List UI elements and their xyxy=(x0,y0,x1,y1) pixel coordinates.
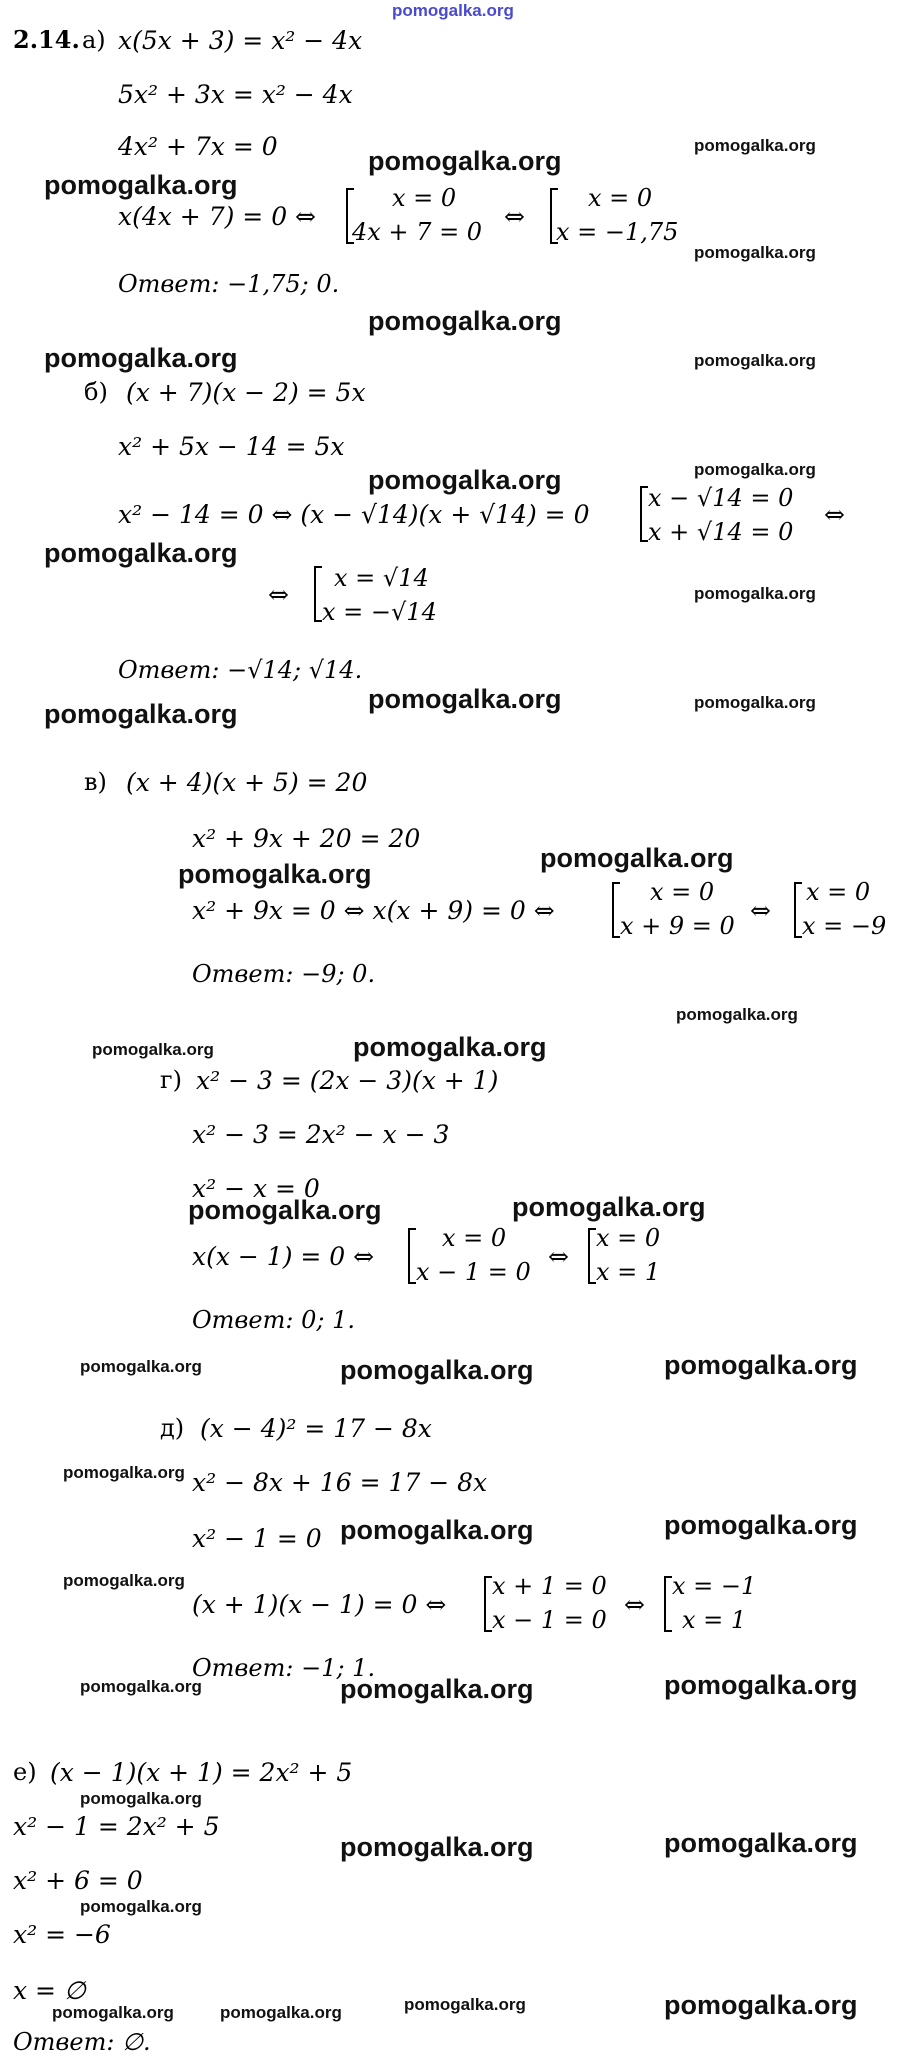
system-row: x = −√14 xyxy=(322,598,437,626)
part-a-line-2: 5x² + 3x = x² − 4x xyxy=(118,80,353,109)
part-v-line-3: x² + 9x = 0 ⇔ x(x + 9) = 0 ⇔ xyxy=(192,896,555,925)
watermark[interactable]: pomogalka.org xyxy=(368,146,562,176)
system-bracket xyxy=(484,1576,492,1632)
equivalence-symbol: ⇔ xyxy=(268,580,289,609)
system-row: x + 9 = 0 xyxy=(620,912,735,940)
watermark[interactable]: pomogalka.org xyxy=(664,1670,858,1700)
part-d-line-1: (x − 4)² = 17 − 8x xyxy=(200,1414,432,1443)
watermark[interactable]: pomogalka.org xyxy=(80,1357,202,1376)
system-row: x = 1 xyxy=(596,1258,661,1286)
part-a-line-1: x(5x + 3) = x² − 4x xyxy=(118,26,363,55)
watermark[interactable]: pomogalka.org xyxy=(44,538,238,568)
watermark[interactable]: pomogalka.org xyxy=(340,1832,534,1862)
part-g-line-2: x² − 3 = 2x² − x − 3 xyxy=(192,1120,450,1149)
system-bracket xyxy=(640,486,648,542)
system-row: x = 1 xyxy=(682,1606,747,1634)
system-row: x = 0 xyxy=(650,878,715,906)
task-number: 2.14. xyxy=(13,25,80,54)
watermark[interactable]: pomogalka.org xyxy=(353,1032,547,1062)
part-b-line-3: x² − 14 = 0 ⇔ (x − √14)(x + √14) = 0 xyxy=(118,500,590,529)
watermark[interactable]: pomogalka.org xyxy=(63,1463,185,1482)
watermark[interactable]: pomogalka.org xyxy=(694,584,816,603)
part-v-line-1: (x + 4)(x + 5) = 20 xyxy=(126,768,368,797)
system-row: x = −1 xyxy=(672,1572,757,1600)
system-row: x = 0 xyxy=(596,1224,661,1252)
system-bracket xyxy=(612,882,620,938)
system-row: x − 1 = 0 xyxy=(416,1258,531,1286)
watermark[interactable]: pomogalka.org xyxy=(694,351,816,370)
part-e-line-1: (x − 1)(x + 1) = 2x² + 5 xyxy=(50,1758,353,1787)
watermark[interactable]: pomogalka.org xyxy=(368,306,562,336)
part-v-line-2: x² + 9x + 20 = 20 xyxy=(192,824,421,853)
watermark[interactable]: pomogalka.org xyxy=(340,1515,534,1545)
watermark[interactable]: pomogalka.org xyxy=(664,1990,858,2020)
system-bracket xyxy=(588,1228,596,1284)
watermark[interactable]: pomogalka.org xyxy=(44,343,238,373)
system-bracket xyxy=(408,1228,416,1284)
part-g-label: г) xyxy=(160,1066,182,1094)
part-a-line-4: x(4x + 7) = 0 ⇔ xyxy=(118,202,316,231)
part-g-line-3: x² − x = 0 xyxy=(192,1174,320,1203)
equivalence-symbol: ⇔ xyxy=(548,1242,569,1271)
part-e-line-3: x² + 6 = 0 xyxy=(13,1866,143,1895)
system-bracket xyxy=(794,882,802,938)
watermark[interactable]: pomogalka.org xyxy=(664,1350,858,1380)
part-b-answer: Ответ: −√14; √14. xyxy=(118,656,363,684)
watermark[interactable]: pomogalka.org xyxy=(52,2003,174,2022)
part-d-line-2: x² − 8x + 16 = 17 − 8x xyxy=(192,1468,488,1497)
part-a-label: а) xyxy=(82,26,106,54)
watermark[interactable]: pomogalka.org xyxy=(188,1195,382,1225)
part-d-label: д) xyxy=(160,1414,185,1442)
system-row: x − 1 = 0 xyxy=(492,1606,607,1634)
system-row: x + 1 = 0 xyxy=(492,1572,607,1600)
watermark[interactable]: pomogalka.org xyxy=(664,1510,858,1540)
system-row: x = √14 xyxy=(334,564,429,592)
equivalence-symbol: ⇔ xyxy=(504,202,525,231)
system-row: x = 0 xyxy=(442,1224,507,1252)
part-a-line-3: 4x² + 7x = 0 xyxy=(118,132,278,161)
equivalence-symbol: ⇔ xyxy=(750,896,771,925)
equivalence-symbol: ⇔ xyxy=(624,1590,645,1619)
watermark[interactable]: pomogalka.org xyxy=(694,243,816,262)
watermark[interactable]: pomogalka.org xyxy=(676,1005,798,1024)
system-bracket xyxy=(314,566,322,622)
part-e-answer: Ответ: ∅. xyxy=(13,2028,151,2056)
watermark[interactable]: pomogalka.org xyxy=(44,170,238,200)
system-row: x = 0 xyxy=(588,184,653,212)
part-g-line-1: x² − 3 = (2x − 3)(x + 1) xyxy=(196,1066,499,1095)
watermark[interactable]: pomogalka.org xyxy=(340,1674,534,1704)
watermark[interactable]: pomogalka.org xyxy=(220,2003,342,2022)
part-b-line-1: (x + 7)(x − 2) = 5x xyxy=(126,378,366,407)
watermark-top[interactable]: pomogalka.org xyxy=(392,1,514,20)
watermark[interactable]: pomogalka.org xyxy=(368,465,562,495)
system-row: x = 0 xyxy=(392,184,457,212)
system-row: 4x + 7 = 0 xyxy=(352,218,483,246)
part-b-label: б) xyxy=(84,378,108,406)
part-a-answer: Ответ: −1,75; 0. xyxy=(118,270,340,298)
watermark[interactable]: pomogalka.org xyxy=(694,693,816,712)
system-row: x = −1,75 xyxy=(556,218,679,246)
part-v-label: в) xyxy=(84,768,107,796)
part-e-line-2: x² − 1 = 2x² + 5 xyxy=(13,1812,220,1841)
watermark[interactable]: pomogalka.org xyxy=(694,460,816,479)
watermark[interactable]: pomogalka.org xyxy=(44,699,238,729)
part-e-label: е) xyxy=(13,1758,37,1786)
system-bracket xyxy=(664,1576,672,1632)
part-d-line-4: (x + 1)(x − 1) = 0 ⇔ xyxy=(192,1590,447,1619)
watermark[interactable]: pomogalka.org xyxy=(92,1040,214,1059)
part-e-line-4: x² = −6 xyxy=(13,1920,111,1949)
watermark[interactable]: pomogalka.org xyxy=(404,1995,526,2014)
part-b-line-2: x² + 5x − 14 = 5x xyxy=(118,432,345,461)
watermark[interactable]: pomogalka.org xyxy=(540,843,734,873)
part-d-answer: Ответ: −1; 1. xyxy=(192,1654,376,1682)
part-e-line-5: x = ∅ xyxy=(13,1976,86,2005)
equivalence-symbol: ⇔ xyxy=(824,500,845,529)
watermark[interactable]: pomogalka.org xyxy=(178,859,372,889)
system-row: x − √14 = 0 xyxy=(648,484,794,512)
system-row: x + √14 = 0 xyxy=(648,518,794,546)
watermark[interactable]: pomogalka.org xyxy=(340,1355,534,1385)
part-g-answer: Ответ: 0; 1. xyxy=(192,1306,355,1334)
system-row: x = 0 xyxy=(806,878,871,906)
system-row: x = −9 xyxy=(802,912,887,940)
watermark[interactable]: pomogalka.org xyxy=(80,1677,202,1696)
watermark[interactable]: pomogalka.org xyxy=(694,136,816,155)
watermark[interactable]: pomogalka.org xyxy=(80,1789,202,1808)
part-g-line-4: x(x − 1) = 0 ⇔ xyxy=(192,1242,375,1271)
part-v-answer: Ответ: −9; 0. xyxy=(192,960,376,988)
part-d-line-3: x² − 1 = 0 xyxy=(192,1524,322,1553)
watermark[interactable]: pomogalka.org xyxy=(664,1828,858,1858)
watermark[interactable]: pomogalka.org xyxy=(368,684,562,714)
watermark[interactable]: pomogalka.org xyxy=(512,1192,706,1222)
watermark[interactable]: pomogalka.org xyxy=(80,1897,202,1916)
watermark[interactable]: pomogalka.org xyxy=(63,1571,185,1590)
